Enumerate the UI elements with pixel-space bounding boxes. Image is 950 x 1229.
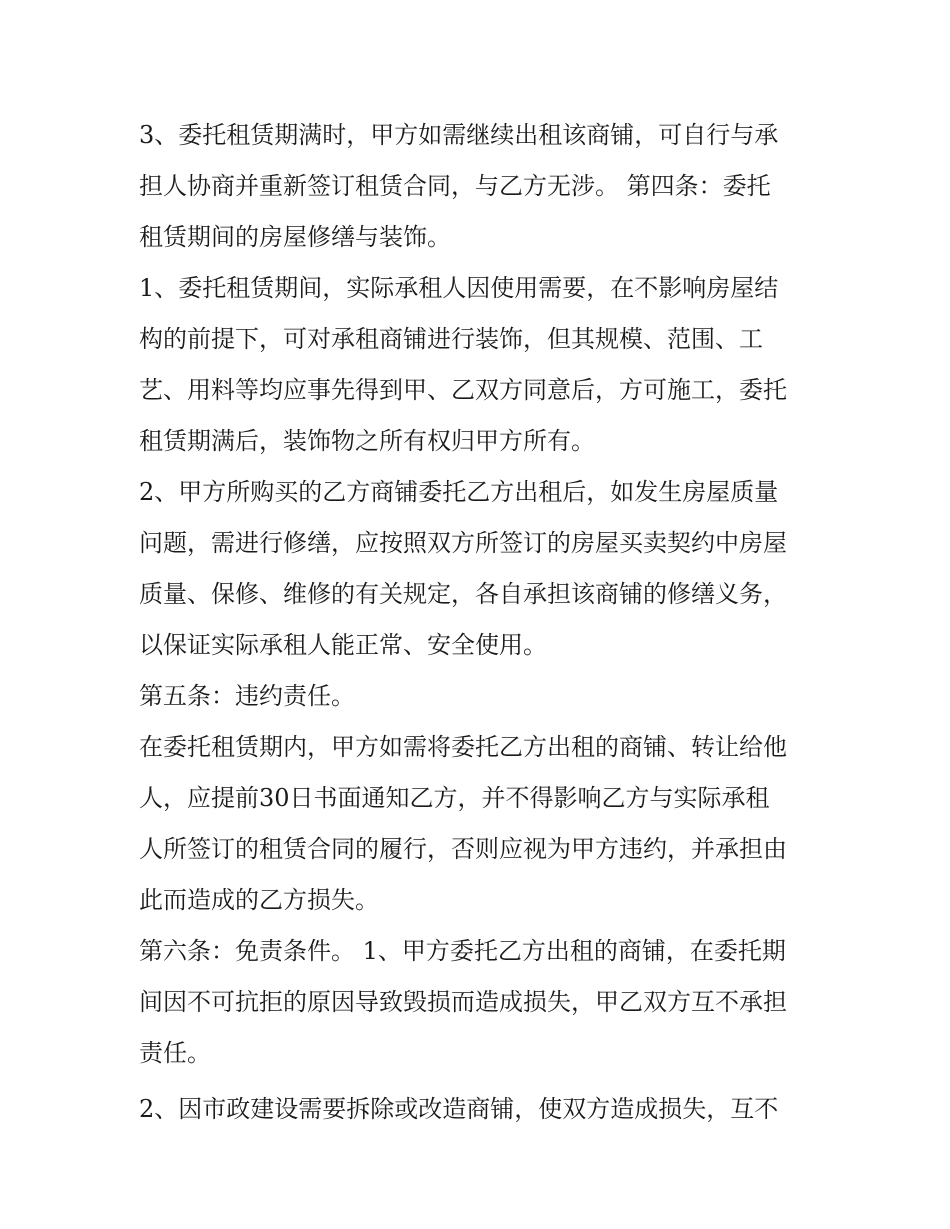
text-line: 以保证实际承租人能正常、安全使用。	[139, 631, 547, 659]
text-line: 责任。	[139, 1039, 211, 1067]
text-line: 2、因市政建设需要拆除或改造商铺，使双方造成损失，互不	[139, 1095, 779, 1123]
text-line: 担人协商并重新签订租赁合同，与乙方无涉。 第四条：委托	[139, 172, 771, 200]
text-line: 2、甲方所购买的乙方商铺委托乙方出租后，如发生房屋质量	[139, 478, 779, 506]
text-line: 艺、用料等均应事先得到甲、乙双方同意后，方可施工，委托	[139, 376, 787, 404]
text-line: 构的前提下，可对承租商铺进行装饰，但其规模、范围、工	[139, 325, 763, 353]
text-line: 质量、保修、维修的有关规定，各自承担该商铺的修缮义务，	[139, 580, 787, 608]
section-heading: 第五条：违约责任。	[139, 682, 355, 710]
text-line: 人，应提前30日书面通知乙方，并不得影响乙方与实际承租	[139, 784, 770, 812]
text-line: 租赁期间的房屋修缮与装饰。	[139, 223, 451, 251]
text-line: 人所签订的租赁合同的履行，否则应视为甲方违约，并承担由	[139, 835, 787, 863]
text-line: 3、委托租赁期满时，甲方如需继续出租该商铺，可自行与承	[139, 121, 779, 149]
text-line: 在委托租赁期内，甲方如需将委托乙方出租的商铺、转让给他	[139, 733, 787, 761]
text-line: 1、委托租赁期间，实际承租人因使用需要，在不影响房屋结	[139, 274, 779, 302]
document-body	[139, 110, 819, 1135]
text-line: 租赁期满后，装饰物之所有权归甲方所有。	[139, 427, 595, 455]
section-heading: 第六条：免责条件。 1、甲方委托乙方出租的商铺，在委托期	[139, 937, 786, 965]
text-line: 间因不可抗拒的原因导致毁损而造成损失，甲乙双方互不承担	[139, 988, 787, 1016]
text-line: 问题，需进行修缮，应按照双方所签订的房屋买卖契约中房屋	[139, 529, 787, 557]
text-line: 此而造成的乙方损失。	[139, 886, 379, 914]
